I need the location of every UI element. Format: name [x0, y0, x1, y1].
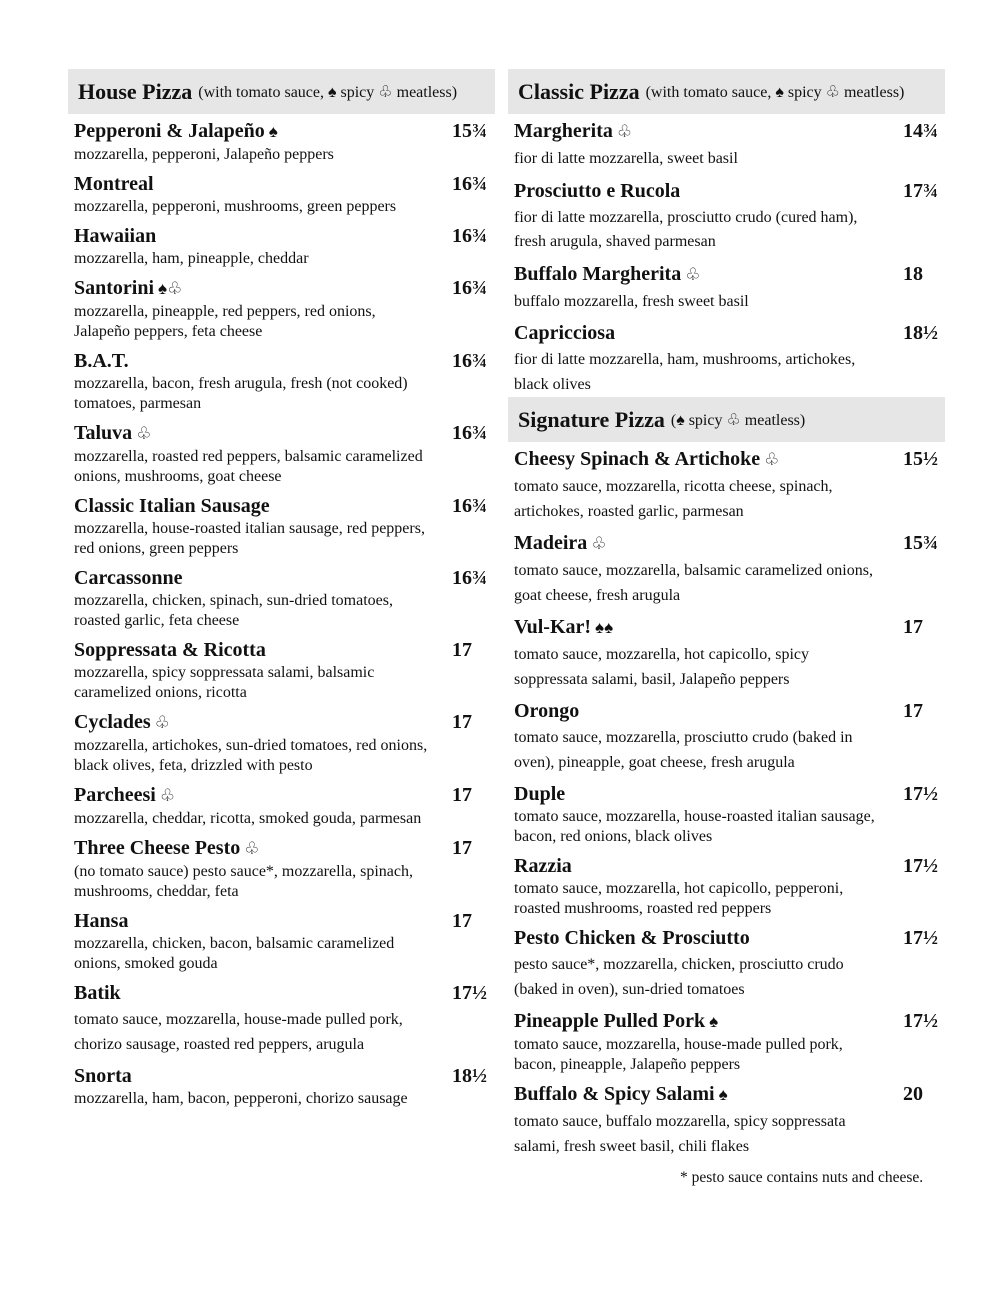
- diet-symbol-icon: ♧: [685, 264, 701, 284]
- menu-item: [508, 608, 945, 692]
- item-price: 17: [452, 711, 472, 733]
- item-name: [514, 178, 680, 204]
- item-name: [514, 853, 572, 879]
- item-name: [74, 565, 183, 591]
- diet-symbol-icon: ♠: [709, 1012, 719, 1031]
- item-name-text: Three Cheese Pesto: [74, 837, 241, 859]
- item-name: [514, 1008, 718, 1035]
- item-name: [514, 781, 565, 807]
- item-name: [74, 782, 175, 809]
- signature-pizza-header: [508, 397, 945, 442]
- item-name: [74, 835, 260, 862]
- item-name: [74, 171, 154, 197]
- item-name-text: Pineapple Pulled Pork: [514, 1010, 706, 1032]
- menu-item: [508, 919, 945, 1002]
- item-price: 16¾: [452, 495, 487, 517]
- item-description: mozzarella, pineapple, red peppers, red onions, Jalapeño peppers, feta cheese: [74, 303, 376, 340]
- item-name-text: Razzia: [514, 855, 572, 877]
- item-price: 16¾: [452, 422, 487, 444]
- section-title: House Pizza: [78, 78, 193, 104]
- menu-item: [508, 1075, 945, 1159]
- item-name: [514, 530, 607, 557]
- section-title: Signature Pizza: [518, 406, 665, 432]
- menu-item: [68, 114, 495, 165]
- item-name-text: Duple: [514, 783, 566, 805]
- item-name-text: Hawaiian: [74, 225, 157, 247]
- diet-symbol-icon: ♠♠: [595, 618, 614, 637]
- menu-item: [68, 217, 495, 269]
- menu-item: [508, 692, 945, 775]
- diet-symbol-icon: ♧: [159, 786, 176, 805]
- menu-item: [68, 776, 495, 829]
- item-description: mozzarella, roasted red peppers, balsamic caramelized onions, mushrooms, goat cheese: [74, 448, 423, 485]
- item-price: 17: [903, 616, 923, 638]
- item-description: tomato sauce, mozzarella, hot capicollo, spicy soppressata salami, basil, Jalapeño peppers: [514, 646, 809, 688]
- item-name-text: Batik: [74, 982, 121, 1004]
- item-name: [74, 1063, 132, 1089]
- item-name: [74, 275, 182, 302]
- item-name: [514, 1081, 728, 1108]
- item-description: tomato sauce, buffalo mozzarella, spicy soppressata salami, fresh sweet basil, chili flakes: [514, 1113, 846, 1155]
- item-name: [74, 420, 151, 447]
- item-name-text: Classic Italian Sausage: [74, 495, 270, 517]
- item-name: [74, 348, 129, 374]
- menu-item: [508, 172, 945, 255]
- item-price: 15½: [903, 448, 938, 470]
- classic-pizza-list: [508, 114, 945, 397]
- house-pizza-header: [68, 69, 495, 114]
- menu-item: [508, 1002, 945, 1075]
- item-name: [514, 614, 613, 641]
- item-name-text: Orongo: [514, 700, 580, 722]
- item-price: 17: [452, 639, 472, 661]
- item-description: tomato sauce, mozzarella, house-made pulled pork, bacon, pineapple, Jalapeño peppers: [514, 1036, 843, 1073]
- item-description: (no tomato sauce) pesto sauce*, mozzarella, spinach, mushrooms, cheddar, feta: [74, 863, 413, 900]
- item-name: [514, 118, 632, 145]
- menu-item: [68, 631, 495, 703]
- diet-symbol-icon: ♧: [154, 713, 170, 732]
- item-description: tomato sauce, mozzarella, ricotta cheese, spinach, artichokes, roasted garlic, parmesan: [514, 478, 833, 520]
- item-description: mozzarella, spicy soppressata salami, balsamic caramelized onions, ricotta: [74, 664, 375, 701]
- item-price: 18½: [903, 322, 938, 344]
- item-name: [74, 980, 121, 1006]
- diet-symbol-icon: ♠: [718, 1085, 728, 1104]
- item-name: [74, 637, 266, 663]
- item-description: mozzarella, ham, pineapple, cheddar: [74, 250, 309, 267]
- item-price: 17¾: [903, 179, 938, 202]
- item-name: [74, 118, 278, 145]
- diet-symbol-icon: ♧: [616, 122, 633, 141]
- item-name-text: Margherita: [514, 120, 613, 142]
- item-name-text: Santorini: [74, 277, 155, 299]
- item-name-text: Prosciutto e Rucola: [514, 179, 681, 202]
- classic-pizza-header: [508, 69, 945, 114]
- item-name-text: B.A.T.: [74, 350, 129, 372]
- menu-item: [68, 342, 495, 414]
- item-description: fior di latte mozzarella, sweet basil: [514, 150, 738, 167]
- item-description: fior di latte mozzarella, prosciutto crudo (cured ham), fresh arugula, shaved parmesan: [514, 208, 858, 250]
- item-price: 16¾: [452, 173, 487, 195]
- diet-symbol-icon: ♠: [268, 122, 278, 141]
- menu-item: [508, 114, 945, 172]
- item-description: pesto sauce*, mozzarella, chicken, prosciutto crudo (baked in oven), sun-dried tomatoes: [514, 956, 844, 998]
- item-name: [514, 446, 779, 473]
- item-description: tomato sauce, mozzarella, prosciutto crudo (baked in oven), pineapple, goat cheese, fresh arugula: [514, 729, 853, 771]
- item-description: mozzarella, ham, bacon, pepperoni, chorizo sausage: [74, 1090, 408, 1107]
- item-price: 16¾: [452, 350, 487, 372]
- item-name-text: Buffalo Margherita: [514, 262, 682, 285]
- right-column: [508, 69, 945, 1159]
- item-description: buffalo mozzarella, fresh sweet basil: [514, 292, 749, 310]
- item-description: fior di latte mozzarella, ham, mushrooms, artichokes, black olives: [514, 351, 856, 393]
- item-name-text: Cyclades: [74, 711, 151, 733]
- item-price: 18½: [452, 1065, 487, 1087]
- item-price: 15¾: [903, 532, 938, 554]
- item-description: mozzarella, pepperoni, mushrooms, green peppers: [74, 198, 397, 215]
- house-pizza-list: [68, 114, 495, 1109]
- section-title: Classic Pizza: [518, 78, 640, 104]
- menu-item: [68, 829, 495, 902]
- item-price: 17: [452, 784, 472, 806]
- item-price: 17½: [903, 783, 938, 805]
- item-name: [514, 320, 615, 346]
- item-price: 17: [452, 837, 472, 859]
- item-name-text: Snorta: [74, 1065, 132, 1087]
- item-name-text: Montreal: [74, 173, 154, 195]
- item-description: mozzarella, pepperoni, Jalapeño peppers: [74, 146, 334, 163]
- menu-item: [508, 775, 945, 847]
- footnote: * pesto sauce contains nuts and cheese.: [680, 1169, 924, 1186]
- menu-item: [68, 414, 495, 487]
- diet-symbol-icon: ♧: [764, 450, 780, 469]
- item-description: tomato sauce, mozzarella, hot capicollo, pepperoni, roasted mushrooms, roasted red peppers: [514, 880, 844, 917]
- item-description: tomato sauce, mozzarella, house-made pulled pork, chorizo sausage, roasted red peppers, arugula: [74, 1011, 403, 1053]
- item-name-text: Pesto Chicken & Prosciutto: [514, 927, 750, 949]
- menu-item: [68, 1057, 495, 1109]
- item-name: [74, 223, 156, 249]
- item-description: mozzarella, artichokes, sun-dried tomatoes, red onions, black olives, feta, drizzled with pesto: [74, 737, 428, 774]
- item-description: mozzarella, house-roasted italian sausage, red peppers, red onions, green peppers: [74, 520, 425, 557]
- item-name: [514, 261, 700, 288]
- item-name-text: Taluva: [74, 422, 133, 444]
- item-name-text: Buffalo & Spicy Salami: [514, 1083, 715, 1105]
- item-description: tomato sauce, mozzarella, balsamic caramelized onions, goat cheese, fresh arugula: [514, 562, 873, 604]
- item-name: [514, 925, 750, 951]
- item-name: [74, 493, 270, 519]
- item-description: mozzarella, chicken, bacon, balsamic caramelized onions, smoked gouda: [74, 935, 395, 972]
- menu-item: [508, 255, 945, 315]
- section-subtitle: (with tomato sauce, ♠ spicy ♧ meatless): [198, 83, 458, 101]
- menu-item: [508, 442, 945, 524]
- item-name-text: Hansa: [74, 910, 129, 932]
- item-price: 18: [903, 262, 923, 285]
- item-description: mozzarella, cheddar, ricotta, smoked gouda, parmesan: [74, 810, 422, 827]
- item-name-text: Vul-Kar!: [514, 616, 592, 638]
- item-price: 17½: [903, 1010, 938, 1032]
- item-price: 17: [903, 700, 923, 722]
- menu-item: [508, 847, 945, 919]
- item-description: mozzarella, chicken, spinach, sun-dried tomatoes, roasted garlic, feta cheese: [74, 592, 393, 629]
- item-price: 14¾: [903, 120, 938, 142]
- item-name-text: Madeira: [514, 532, 588, 554]
- diet-symbol-icon: ♧: [136, 424, 152, 443]
- item-description: tomato sauce, mozzarella, house-roasted italian sausage, bacon, red onions, black olives: [514, 808, 875, 845]
- menu-item: [68, 703, 495, 776]
- diet-symbol-icon: ♠♧: [158, 279, 183, 298]
- item-price: 15¾: [452, 120, 487, 142]
- item-price: 17: [452, 910, 472, 932]
- menu-item: [68, 165, 495, 217]
- menu-item: [508, 314, 945, 397]
- menu-item: [68, 902, 495, 974]
- item-name-text: Capricciosa: [514, 322, 616, 344]
- house-pizza-column: [68, 69, 495, 1109]
- item-name: [514, 698, 579, 724]
- item-name-text: Carcassonne: [74, 567, 183, 589]
- item-price: 16¾: [452, 567, 487, 589]
- item-description: mozzarella, bacon, fresh arugula, fresh (not cooked) tomatoes, parmesan: [74, 375, 408, 412]
- item-price: 17½: [452, 982, 487, 1004]
- menu-item: [68, 487, 495, 559]
- item-name: [74, 709, 170, 736]
- menu-item: [68, 559, 495, 631]
- menu-item: [508, 524, 945, 608]
- section-subtitle: (with tomato sauce, ♠ spicy ♧ meatless): [645, 83, 905, 101]
- section-subtitle: (♠ spicy ♧ meatless): [670, 411, 806, 429]
- item-name-text: Pepperoni & Jalapeño: [74, 120, 265, 142]
- signature-pizza-list: [508, 442, 945, 1159]
- menu-item: [68, 974, 495, 1057]
- item-price: 16¾: [452, 277, 487, 299]
- item-name-text: Soppressata & Ricotta: [74, 639, 266, 661]
- item-price: 16¾: [452, 225, 487, 247]
- menu-item: [68, 269, 495, 342]
- item-price: 17½: [903, 855, 938, 877]
- item-name-text: Parcheesi: [74, 784, 156, 806]
- diet-symbol-icon: ♧: [591, 534, 607, 553]
- diet-symbol-icon: ♧: [244, 839, 260, 858]
- item-price: 17½: [903, 927, 938, 949]
- item-price: 20: [903, 1083, 923, 1105]
- item-name: [74, 908, 128, 934]
- item-name-text: Cheesy Spinach & Artichoke: [514, 448, 761, 470]
